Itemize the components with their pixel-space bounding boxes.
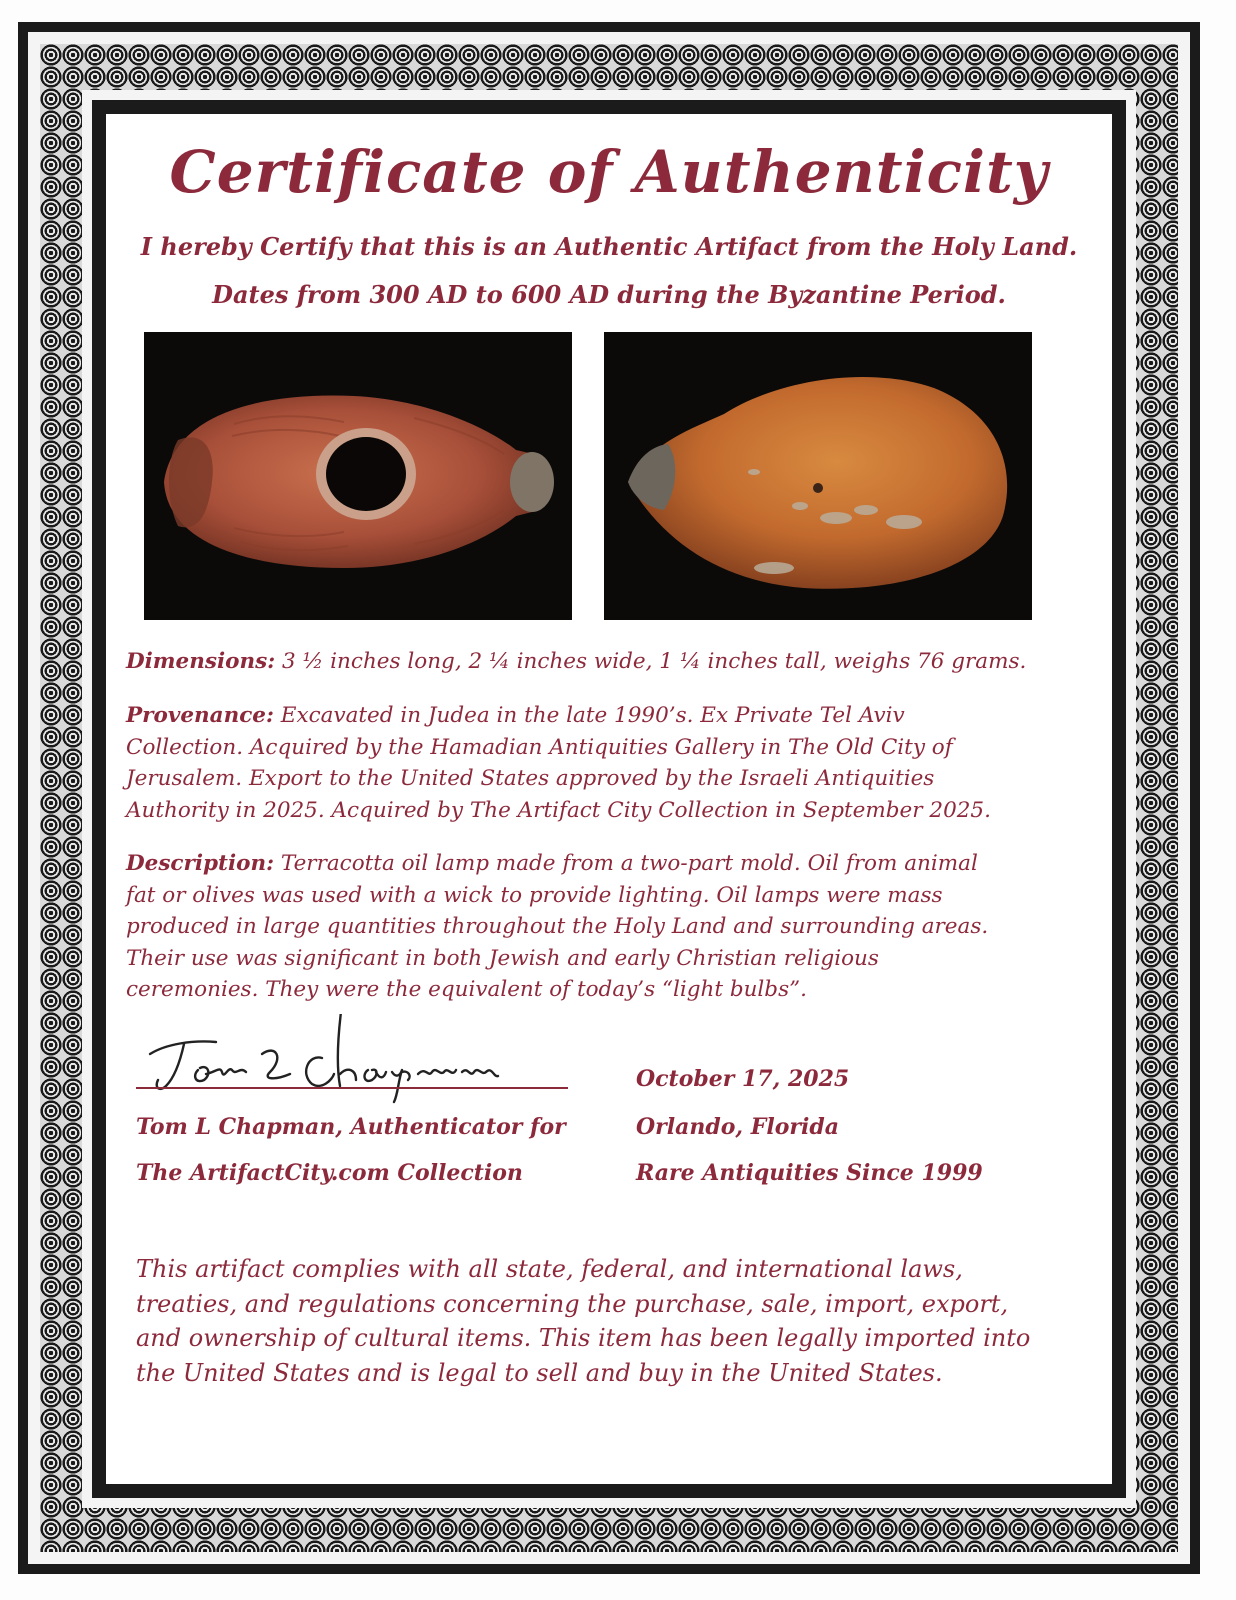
provenance-section bbox=[126, 700, 1106, 826]
dimensions-label: Dimensions: bbox=[126, 649, 276, 674]
description-text-line: produced in large quantities throughout the Holy Land and surrounding areas. bbox=[126, 914, 989, 939]
tagline: Rare Antiquities Since 1999 bbox=[636, 1160, 983, 1186]
certificate-title: Certificate of Authenticity bbox=[169, 138, 1049, 206]
signature-line bbox=[136, 1087, 568, 1089]
description-text-line: Terracotta oil lamp made from a two-part mold. Oil from animal bbox=[280, 851, 978, 876]
dates-line: Dates from 300 AD to 600 AD during the Byzantine Period. bbox=[212, 280, 1006, 309]
certificate-content bbox=[106, 114, 1112, 1484]
provenance-text-line: Authority in 2025. Acquired by The Artifact City Collection in September 2025. bbox=[126, 797, 991, 823]
description-label: Description: bbox=[126, 851, 275, 876]
handwritten-signature bbox=[136, 1014, 576, 1104]
legal-line: and ownership of cultural items. This item has been legally imported into bbox=[136, 1324, 1031, 1352]
dimensions-section bbox=[126, 646, 1106, 678]
legal-line: the United States and is legal to sell and buy in the United States. bbox=[136, 1358, 943, 1387]
description-section bbox=[126, 848, 1106, 1006]
provenance-text-line: Excavated in Judea in the late 1990’s. Ex Private Tel Aviv bbox=[280, 703, 905, 728]
dimensions-text: 3 ½ inches long, 2 ¼ inches wide, 1 ¼ inches tall, weighs 76 grams. bbox=[282, 649, 1027, 674]
legal-line: treaties, and regulations concerning the purchase, sale, import, export, bbox=[136, 1289, 1009, 1318]
description-line bbox=[126, 848, 1106, 880]
description-text-line: ceremonies. They were the equivalent of today’s “light bulbs”. bbox=[126, 977, 807, 1002]
certificate-date: October 17, 2025 bbox=[636, 1066, 850, 1092]
authenticator-name: Tom L Chapman, Authenticator for bbox=[136, 1114, 566, 1140]
provenance-line bbox=[126, 700, 1106, 732]
certify-line: I hereby Certify that this is an Authentic Artifact from the Holy Land. bbox=[140, 232, 1078, 261]
provenance-label: Provenance: bbox=[126, 703, 274, 728]
oil-lamp-top-view-photo bbox=[144, 332, 572, 620]
certificate-location: Orlando, Florida bbox=[636, 1114, 839, 1140]
legal-statement bbox=[136, 1252, 1096, 1390]
legal-line: This artifact complies with all state, federal, and international laws, bbox=[136, 1255, 963, 1283]
description-text-line: fat or olives was used with a wick to provide lighting. Oil lamps were mass bbox=[126, 882, 943, 908]
description-text-line: Their use was significant in both Jewish and early Christian religious bbox=[126, 945, 879, 971]
provenance-text-line: Jerusalem. Export to the United States approved by the Israeli Antiquities bbox=[126, 766, 935, 791]
provenance-text-line: Collection. Acquired by the Hamadian Antiquities Gallery in The Old City of bbox=[126, 734, 953, 760]
collection-name: The ArtifactCity.com Collection bbox=[136, 1160, 523, 1186]
oil-lamp-bottom-view-photo bbox=[604, 332, 1032, 620]
